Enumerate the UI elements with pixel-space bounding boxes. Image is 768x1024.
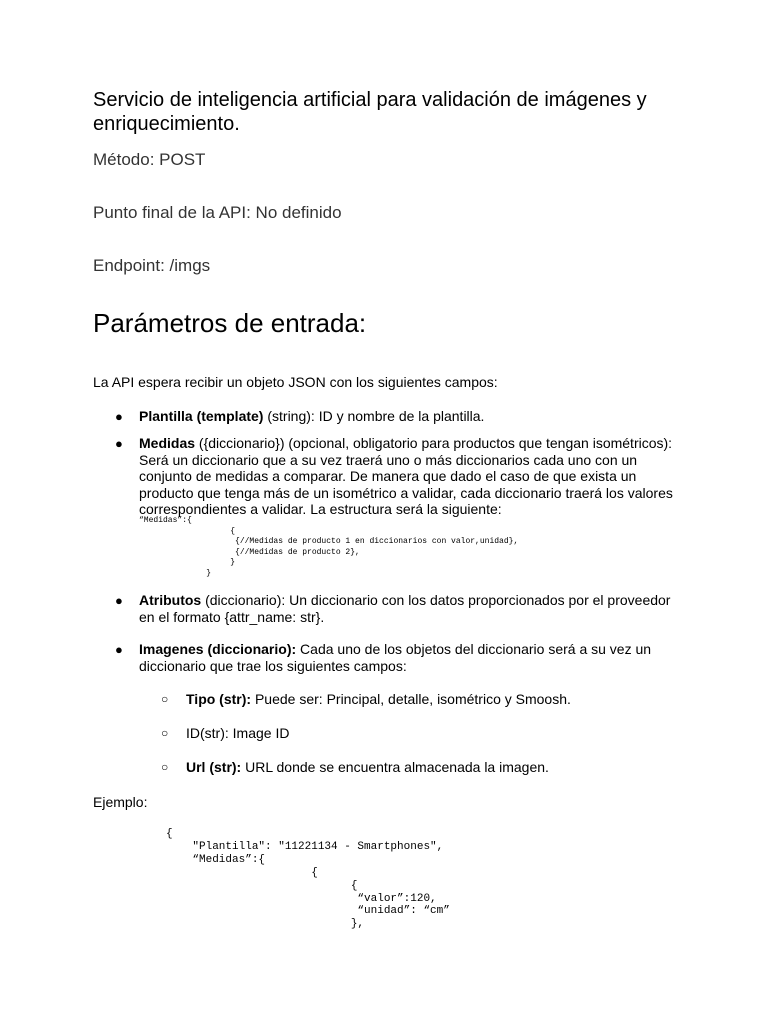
sub-item-tipo [186, 691, 666, 708]
example-code-block: { "Plantilla": "11221134 - Smartphones", “Medidas”:{ { { “valor”:120, “unidad”: “cm” }, [166, 828, 450, 931]
list-item-text: (string): ID y nombre de la plantilla. [263, 408, 485, 424]
sub-item-text: URL donde se encuentra almacenada la imagen. [241, 759, 549, 775]
circle-bullet-icon: ○ [161, 726, 169, 740]
document-title: Servicio de inteligencia artificial para validación de imágenes y enriquecimiento. [93, 89, 647, 135]
list-item-plantilla [139, 408, 679, 425]
list-item-imagenes [139, 641, 679, 674]
bullet-icon: ● [115, 642, 123, 657]
endpoint-line: Endpoint: /imgs [93, 256, 211, 275]
sub-item-id [186, 725, 666, 742]
bullet-icon: ● [115, 436, 123, 451]
sub-item-label: Tipo (str): [186, 691, 252, 707]
list-item-label: Medidas [139, 435, 196, 451]
sub-item-label: Url (str): [186, 759, 242, 775]
sub-item-text: ID(str): Image ID [186, 725, 290, 741]
example-label: Ejemplo: [93, 794, 148, 810]
bullet-icon: ● [115, 593, 123, 608]
section-heading: Parámetros de entrada: [93, 308, 367, 338]
list-item-medidas [139, 435, 679, 518]
sub-item-text: Puede ser: Principal, detalle, isométrico y Smoosh. [251, 691, 571, 707]
list-item-text: Cada uno de los objetos del diccionario será a su vez un diccionario que trae los siguientes campos: [139, 641, 652, 674]
method-line: Método: POST [93, 150, 206, 169]
sub-item-url [186, 759, 666, 776]
list-item-text: ({diccionario}) (opcional, obligatorio para productos que tengan isométricos): Será un diccionario que a su vez traerá uno o más diccionarios cada uno con un conjunto de medidas a comparar. De manera que dado el caso de que exista un producto que tenga más de un isométrico a validar, cada diccionario traerá los valores correspondientes a validar. La estructura será la siguiente: [139, 435, 673, 517]
intro-paragraph: La API espera recibir un objeto JSON con los siguientes campos: [93, 374, 498, 390]
circle-bullet-icon: ○ [161, 760, 169, 774]
list-item-text: (diccionario): Un diccionario con los datos proporcionados por el proveedor en el formato {attr_name: str}. [139, 592, 671, 625]
bullet-icon: ● [115, 409, 123, 424]
medidas-code-block: “Medidas”:{ { {//Medidas de producto 1 en diccionarios con valor,unidad}, {//Medidas de producto 2}, } } [139, 516, 519, 578]
list-item-label: Imagenes (diccionario): [139, 641, 297, 657]
list-item-atributos [139, 592, 679, 625]
api-endpoint-line: Punto final de la API: No definido [93, 203, 342, 222]
list-item-label: Plantilla (template) [139, 408, 264, 424]
list-item-label: Atributos [139, 592, 202, 608]
circle-bullet-icon: ○ [161, 692, 169, 706]
